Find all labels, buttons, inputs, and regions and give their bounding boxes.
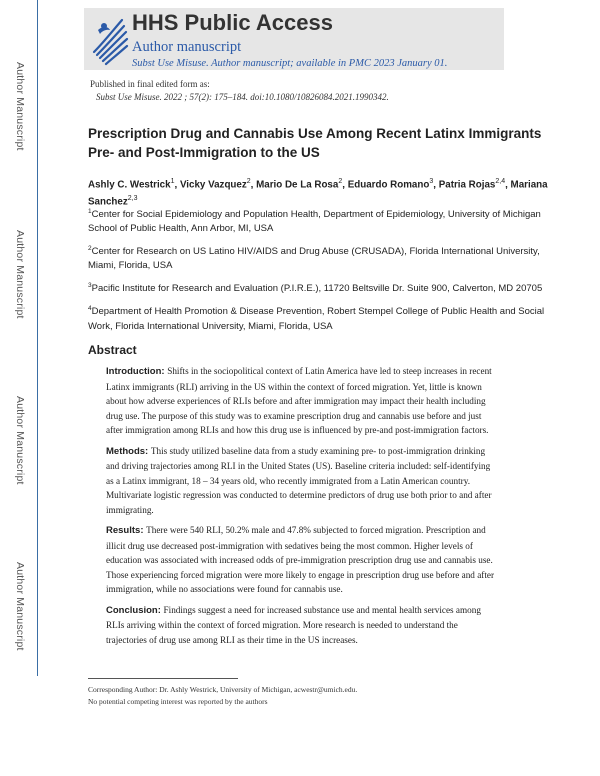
published-citation-text: Subst Use Misuse. 2022 ; 57(2): 175–184. doi:10.1080/10826084.2021.1990342. [96,92,389,102]
author-manuscript-label: Author Manuscript [14,62,26,151]
hhs-public-access-title: HHS Public Access [132,10,333,35]
abstract-section [106,444,500,518]
footnotes [88,684,558,708]
abstract-section [106,523,500,597]
published-citation [90,91,389,104]
author-affiliation-marker: 2,3 [127,195,138,203]
affiliation-text: Center for Research on US Latino HIV/AIDS and Drug Abuse (CRUSADA), Florida International University, Miami, Florida, USA [88,246,540,272]
abstract-section-text: This study utilized baseline data from a study examining pre- to post-immigration drinking and driving trajectories among RLI in the United States (US). Baseline criteria included: self-identifying as a Latinx immigrant, 18 – 34 years old, who recently immigrated from a Latin American country. Multivariate logistic regression was conducted to determine predictors of drug use both prior to and after immigrating. [106,445,492,515]
author-manuscript-label: Author Manuscript [14,396,26,485]
sidebar-divider [37,0,38,676]
competing-interest-note: No potential competing interest was reported by the authors [88,697,268,706]
author-list: Ashly C. Westrick$^1$, Vicky Vazquez$^2$, Mario De La Rosa$^2$, Eduardo Romano$^3$, Patria Rojas$^{2,4}$, Mariana Sanchez$^{2,3}$ [88,178,548,208]
affiliation-list [88,205,558,340]
affiliation-item [88,205,558,236]
published-form-note [90,78,389,104]
affiliation-text: Center for Social Epidemiology and Population Health, Department of Epidemiology, University of Michigan School of Public Health, Ann Arbor, MI, USA [88,209,541,235]
availability-citation-text: Subst Use Misuse. Author manuscript; available in PMC 2023 January 01. [132,58,448,69]
affiliation-number: 3 [88,282,92,290]
author-affiliation-marker: 2 [338,178,343,185]
author-affiliation-marker: 1 [170,178,175,185]
availability-citation [132,58,447,69]
author-manuscript-label: Author Manuscript [14,562,26,651]
author-name: Mariana Sanchez [88,179,548,208]
hhs-header-banner [84,8,504,70]
author-affiliation-marker: 3 [429,178,434,185]
abstract-section-text: Shifts in the sociopolitical context of Latin America have led to steep increases in recent Latinx immigrants (RLI) arriving in the US within the context of forced migration. Yet, little is known about how adverse experiences of RLIs before and after immigration may impact their health including drug use. The purpose of this study was to examine prescription drug and cannabis use before and just after immigration among RLIs and how this drug use is influenced by pre-and post-immigration factors. [106,366,492,435]
abstract-section-label: Methods: [106,445,151,457]
affiliation-text: Department of Health Promotion & Disease Prevention, Robert Stempel College of Public Health and Social Work, Florida International University, Miami, Florida, USA [88,306,545,332]
published-label: Published in final edited form as: [90,79,210,89]
affiliation-number: 1 [88,208,92,215]
author-affiliation-marker: 2,4 [495,178,506,185]
abstract-section [106,364,500,438]
abstract-body [106,364,500,653]
affiliation-item [88,279,558,296]
left-margin-sidebar [0,0,38,776]
affiliation-item [88,302,558,333]
article-title: Prescription Drug and Cannabis Use Among Recent Latinx Immigrants Pre- and Post-Immigration to the US [88,126,542,160]
affiliation-number: 2 [88,245,92,253]
abstract-heading: Abstract [88,343,137,357]
author-affiliation-marker: 2 [246,178,251,185]
author-name: Vicky Vazquez [179,179,247,191]
author-manuscript-label: Author Manuscript [14,230,26,319]
abstract-section-label: Results: [106,525,147,536]
abstract-section-label: Introduction: [106,366,168,377]
affiliation-text: Pacific Institute for Research and Evaluation (P.I.R.E.), 11720 Beltsville Dr. Suite 900, Calverton, MD 20705 [91,283,543,295]
affiliation-number: 4 [88,305,92,313]
footnote-rule [88,678,238,679]
abstract-section-label: Conclusion: [106,604,164,616]
abstract-section-text: Findings suggest a need for increased substance use and mental health services among RLIs arriving within the context of forced migration. More research is needed to understand the trajectories of drug use among RLI as their time in the US increases. [106,604,481,645]
affiliation-item [88,242,558,273]
abstract-section [106,603,500,648]
corresponding-author-note: Corresponding Author: Dr. Ashly Westrick, University of Michigan, acwestr@umich.edu. [88,685,358,694]
abstract-section-text: There were 540 RLI, 50.2% male and 47.8% subjected to forced migration. Prescription and illicit drug use decreased post-immigration with sedatives being the most common. Higher levels of education was associated with increased odds of pre-immigration prescription drug use and cannabis use. Those experiencing forced migration were more likely to engage in prescription drug use before and after immigration, while no associations were found for cannabis use. [106,525,495,594]
author-name: Patria Rojas [438,179,496,191]
author-name: Ashly C. Westrick [88,179,171,191]
author-name: Mario De La Rosa [256,179,339,191]
hhs-eagle-logo-icon [88,12,132,68]
author-name: Eduardo Romano [347,179,430,191]
author-manuscript-subtitle: Author manuscript [132,39,242,55]
